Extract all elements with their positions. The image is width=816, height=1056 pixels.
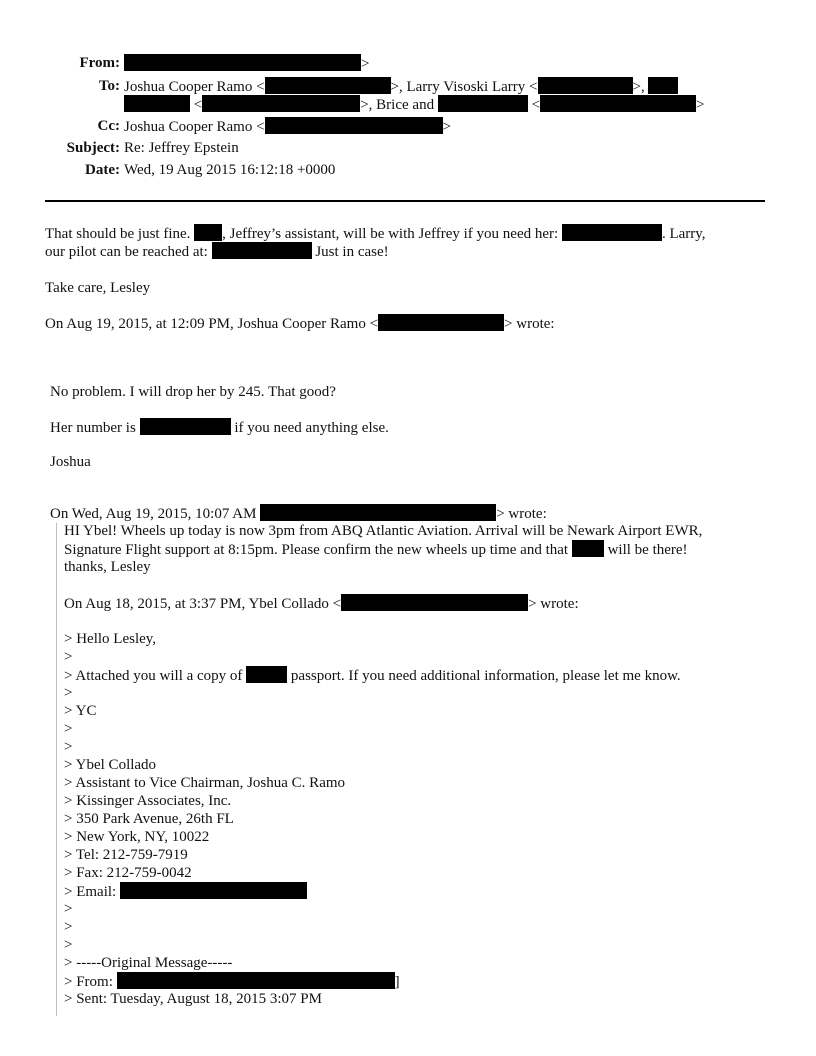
redaction [538, 77, 633, 94]
text: > wrote: [504, 316, 555, 332]
redaction [378, 314, 504, 331]
text: On Aug 18, 2015, at 3:37 PM, Ybel Collado < [64, 596, 342, 612]
cc-label: Cc: [97, 118, 120, 134]
redaction [140, 418, 231, 435]
quoted-line: > [64, 739, 73, 755]
text: if you need anything else. [234, 420, 389, 436]
redaction [246, 666, 287, 683]
redaction [562, 224, 662, 241]
quoted-line: > New York, NY, 10022 [64, 829, 210, 845]
text: Signature Flight support at 8:15pm. Please confirm the new wheels up time and that [64, 542, 569, 558]
from-label: From: [79, 55, 120, 71]
quote-bar [56, 523, 57, 1016]
redaction [117, 972, 395, 989]
quoted-line [64, 666, 681, 685]
quoted-line: > Assistant to Vice Chairman, Joshua C. Ramo [64, 775, 346, 791]
quoted-line: > Fax: 212-759-0042 [64, 865, 192, 881]
quoted-signature: Joshua [50, 454, 91, 470]
text: our pilot can be reached at: [45, 244, 208, 260]
redaction [341, 594, 528, 611]
text: Her number is [50, 420, 136, 436]
quoted-line: > Sent: Tuesday, August 18, 2015 3:07 PM [64, 991, 322, 1007]
quoted-line: HI Ybel! Wheels up today is now 3pm from ABQ Atlantic Aviation. Arrival will be Newark Airport EWR, [64, 523, 703, 539]
quoted-line: thanks, Lesley [64, 559, 151, 575]
body-line-2 [45, 242, 389, 261]
redaction [124, 95, 190, 112]
reply-attribution [45, 314, 555, 333]
header-divider [45, 200, 765, 202]
text: > Email: [64, 884, 117, 900]
signoff: Take care, Lesley [45, 280, 151, 296]
text: Just in case! [315, 244, 389, 260]
redaction [194, 224, 222, 241]
redaction [265, 77, 391, 94]
redaction [260, 504, 496, 521]
quoted-line [64, 882, 307, 901]
quoted-line: > [64, 649, 73, 665]
quoted-line: > [64, 721, 73, 737]
cc-name: Joshua Cooper Ramo < [124, 119, 265, 135]
quoted-line: > [64, 901, 73, 917]
quoted-number [50, 418, 389, 437]
cc-close: > [442, 119, 451, 135]
quoted-line: > Ybel Collado [64, 757, 157, 773]
text: That should be just fine. [45, 226, 191, 242]
quoted-line: > YC [64, 703, 97, 719]
text: > wrote: [496, 506, 547, 522]
to-lt: < [193, 97, 203, 113]
to-value-line2 [124, 95, 705, 114]
to-value-line1 [124, 77, 678, 96]
quoted-line [64, 972, 400, 991]
quoted-line: > 350 Park Avenue, 26th FL [64, 811, 234, 827]
to-lt-2: < [531, 97, 541, 113]
quoted-line: > [64, 685, 73, 701]
text: . Larry, [661, 226, 706, 242]
quoted-line: > Tel: 212-759-7919 [64, 847, 188, 863]
to-name-2: >, Larry Visoski Larry < [390, 79, 538, 95]
redaction [648, 77, 678, 94]
quoted-attribution-2 [64, 594, 579, 613]
quoted-line: > [64, 919, 73, 935]
to-sep: >, [632, 79, 645, 95]
redaction [124, 54, 361, 71]
redaction [212, 242, 312, 259]
quoted-line [64, 540, 688, 559]
text: ] [394, 974, 400, 990]
quoted-line: > Hello Lesley, [64, 631, 157, 647]
to-label: To: [98, 78, 120, 94]
redaction [572, 540, 604, 557]
quoted-line: > -----Original Message----- [64, 955, 233, 971]
subject-label: Subject: [66, 140, 120, 156]
redaction [202, 95, 360, 112]
text: > Attached you will a copy of [64, 668, 243, 684]
text: On Aug 19, 2015, at 12:09 PM, Joshua Cooper Ramo < [45, 316, 379, 332]
text: On Wed, Aug 19, 2015, 10:07 AM [50, 506, 257, 522]
to-close: > [696, 97, 705, 113]
redaction [540, 95, 696, 112]
date-value: Wed, 19 Aug 2015 16:12:18 +0000 [124, 162, 336, 178]
quoted-line: > Kissinger Associates, Inc. [64, 793, 232, 809]
text: passport. If you need additional information, please let me know. [290, 668, 681, 684]
redaction [120, 882, 307, 899]
redaction [265, 117, 443, 134]
from-close: > [361, 56, 370, 72]
text: will be there! [607, 542, 688, 558]
redaction [438, 95, 528, 112]
cc-value [124, 117, 451, 136]
subject-value: Re: Jeffrey Epstein [124, 140, 239, 156]
date-label: Date: [85, 162, 120, 178]
to-name-1: Joshua Cooper Ramo < [124, 79, 265, 95]
to-name-3: >, Brice and [360, 97, 435, 113]
from-value [124, 54, 369, 73]
text: > From: [64, 974, 113, 990]
text: , Jeffrey’s assistant, will be with Jeffrey if you need her: [222, 226, 559, 242]
body-line-1 [45, 224, 706, 243]
quoted-attribution [50, 504, 547, 523]
quoted-text: No problem. I will drop her by 245. That good? [50, 384, 336, 400]
quoted-line: > [64, 937, 73, 953]
text: > wrote: [528, 596, 579, 612]
